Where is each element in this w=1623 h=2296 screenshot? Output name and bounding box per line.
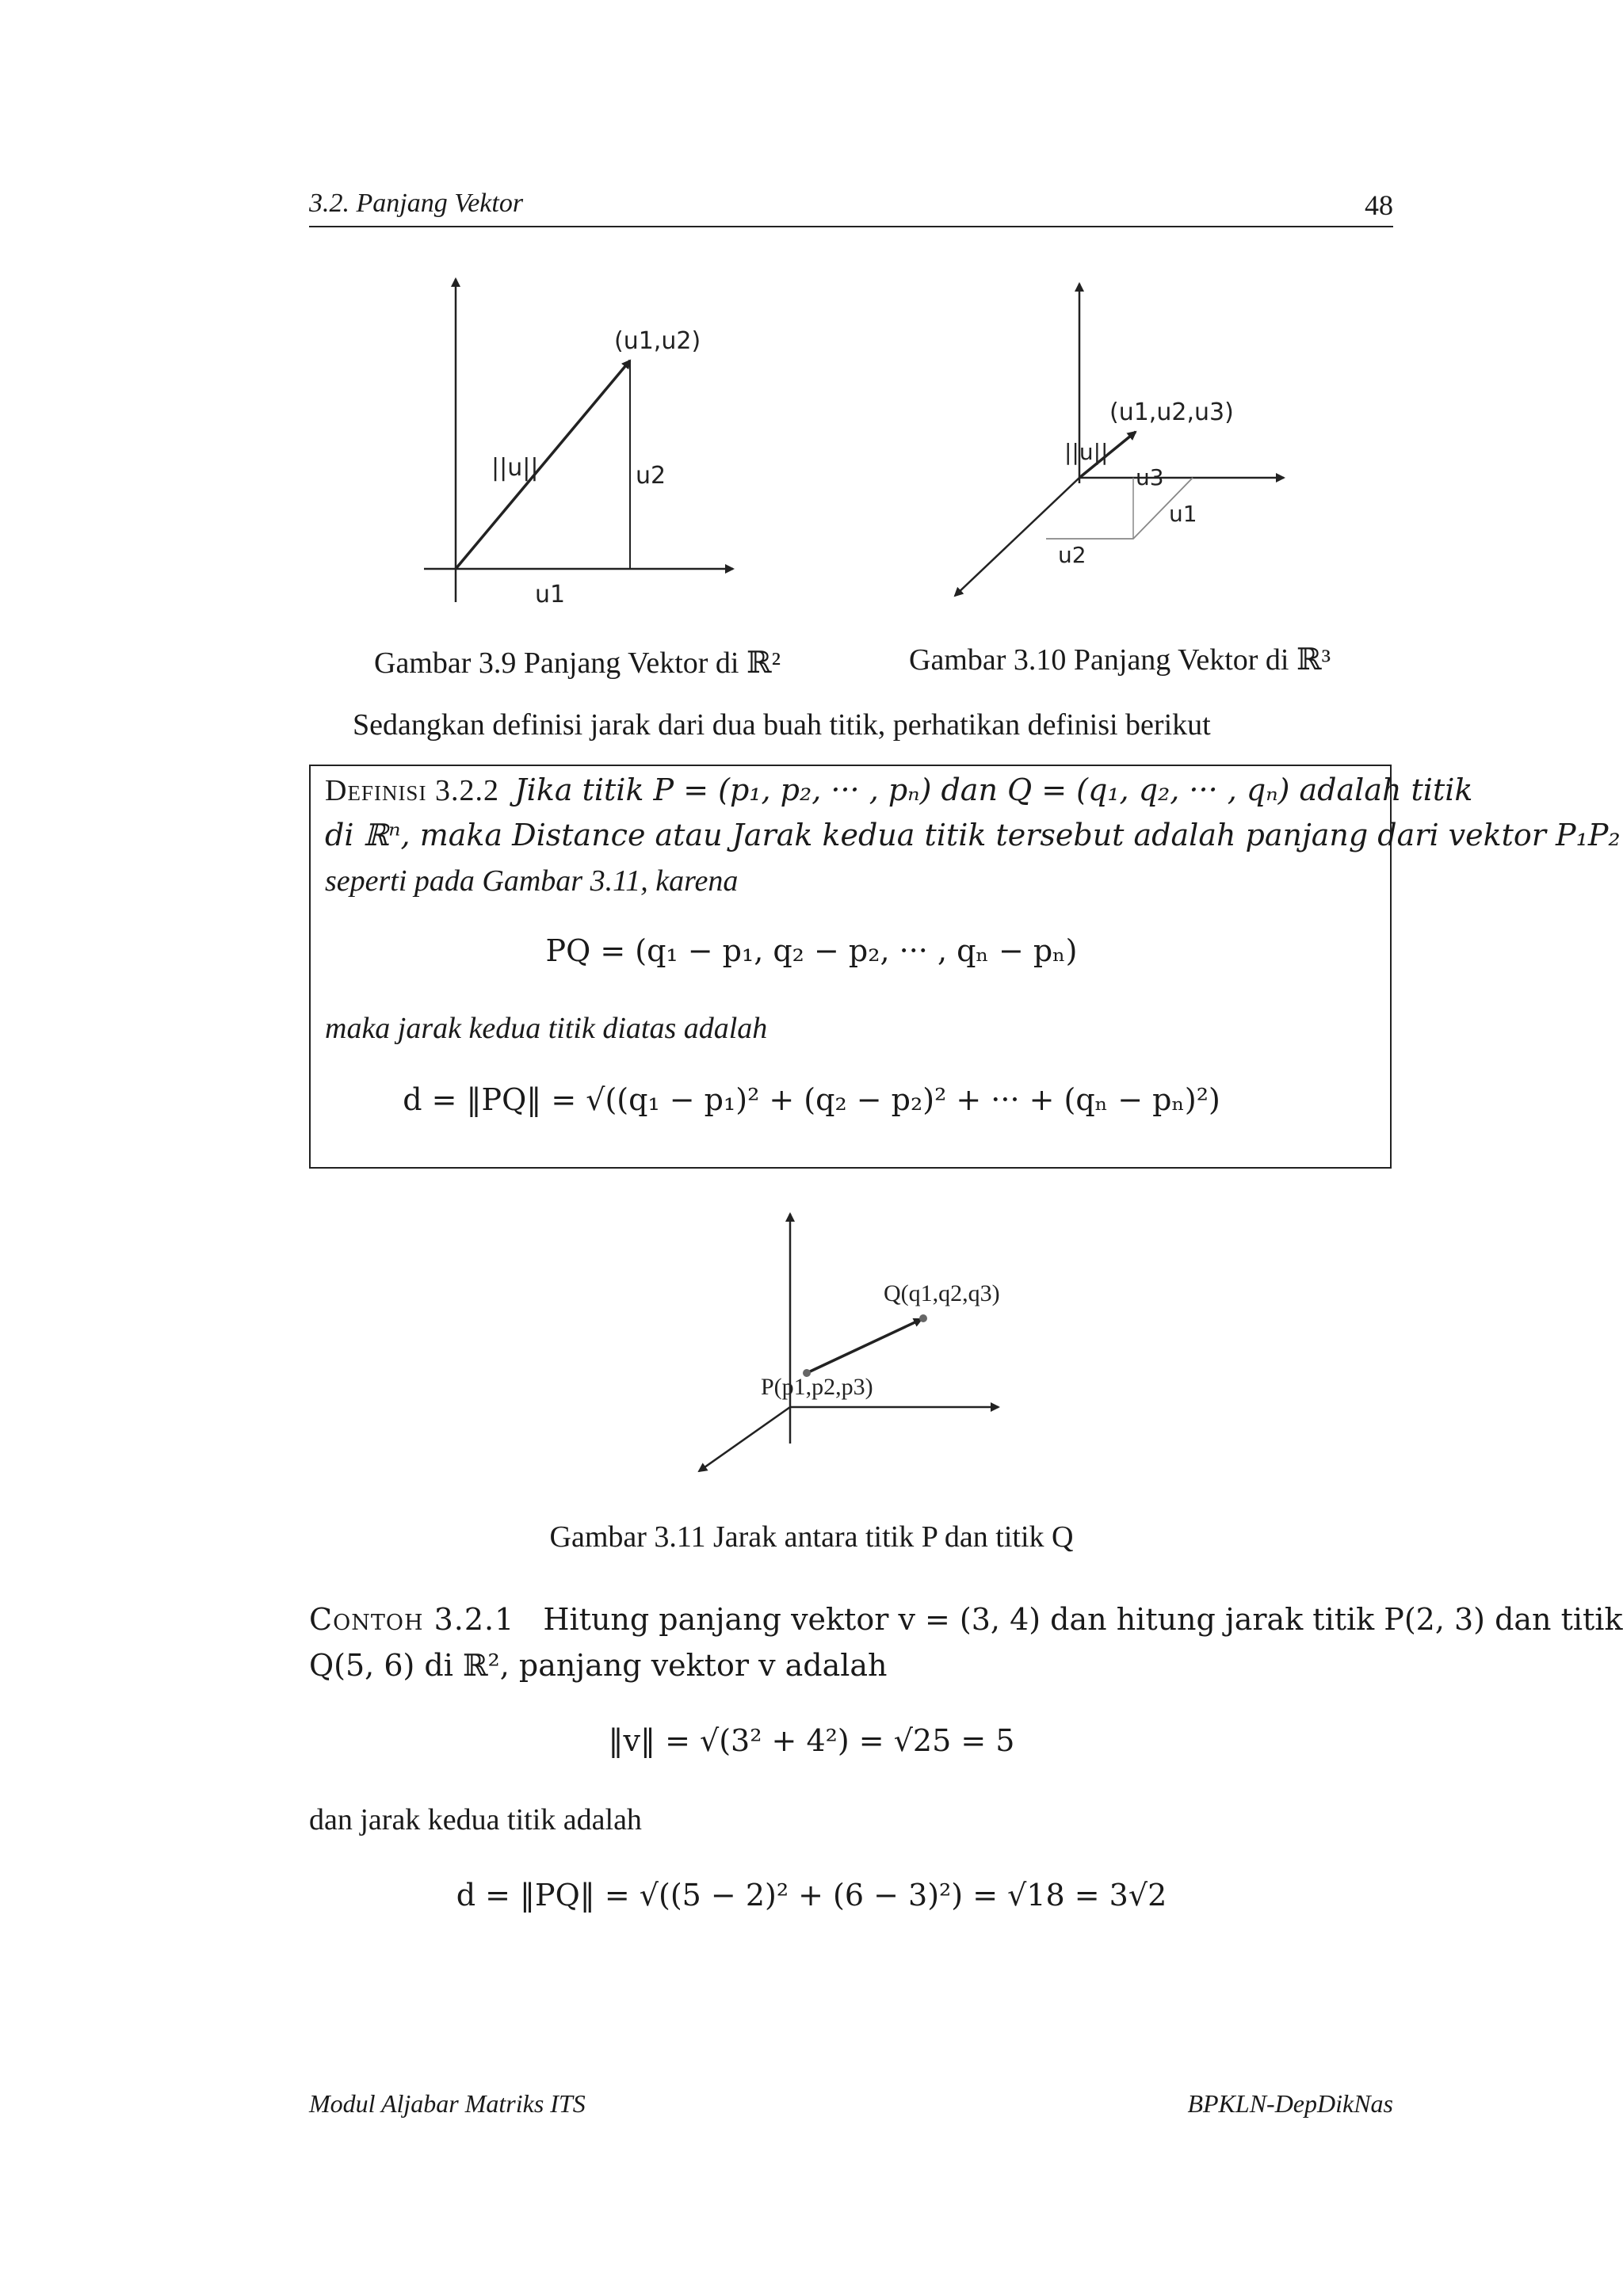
example-equation-2: d = ‖PQ‖ = √((5 − 2)² + (6 − 3)²) = √18 = 3√2 [456,1878,1167,1913]
footer-left: Modul Aljabar Matriks ITS [309,2089,586,2118]
y-axis [955,478,1079,596]
point-q [919,1314,927,1322]
vector-u [456,360,630,569]
u2-label: u2 [1058,542,1086,568]
y-axis [699,1407,790,1471]
point-label: (u1,u2) [614,327,701,355]
example-line-3: dan jarak kedua titik adalah [309,1803,642,1836]
norm-label: ||u|| [1064,439,1109,465]
q-label: Q(q1,q2,q3) [884,1280,1000,1306]
definition-equation-1: PQ = (q₁ − p₁, q₂ − p₂, ··· , qₙ − pₙ) [545,933,1078,968]
example-line-1 [309,1602,1623,1637]
definition-line-4: maka jarak kedua titik diatas adalah [325,1012,768,1045]
example-text-1: Hitung panjang vektor v = (3, 4) dan hitung jarak titik P(2, 3) dan titik [543,1602,1623,1637]
u3-label: u3 [1136,464,1164,490]
header-rule [309,226,1393,227]
figure-3-11-diagram [682,1204,1030,1489]
definition-line-3: seperti pada Gambar 3.11, karena [325,864,739,898]
p-label: P(p1,p2,p3) [761,1374,873,1400]
example-equation-1: ‖v‖ = √(3² + 4²) = √25 = 5 [608,1723,1015,1758]
definition-line-2: di ℝⁿ, maka Distance atau Jarak kedua titik tersebut adalah panjang dari vektor P₁P₂ [325,818,1621,852]
running-header-section: 3.2. Panjang Vektor [309,189,524,218]
intro-sentence: Sedangkan definisi jarak dari dua buah titik, perhatikan definisi berikut [353,708,1211,742]
figure-3-10-caption: Gambar 3.10 Panjang Vektor di ℝ³ [909,643,1331,677]
figure-3-10-diagram [947,269,1312,618]
definition-label: Definisi 3.2.2 [325,774,499,807]
page-number: 48 [1365,189,1393,221]
definition-line-1 [325,772,1473,808]
u1-label: u1 [535,581,566,608]
footer-right: BPKLN-DepDikNas [1187,2089,1393,2118]
norm-label: ||u|| [491,454,539,482]
u2-label: u2 [636,462,666,490]
vector-pq [807,1319,922,1373]
figure-3-9-diagram [412,269,769,618]
figure-3-9-caption: Gambar 3.9 Panjang Vektor di ℝ² [374,646,781,680]
figure-3-11-caption: Gambar 3.11 Jarak antara titik P dan titik Q [549,1520,1074,1554]
definition-equation-2: d = ‖PQ‖ = √((q₁ − p₁)² + (q₂ − p₂)² + ··· + (qₙ − pₙ)²) [403,1082,1220,1117]
example-line-2: Q(5, 6) di ℝ², panjang vektor v adalah [309,1648,888,1683]
u1-label: u1 [1169,501,1197,527]
definition-text-1: Jika titik P = (p₁, p₂, ··· , pₙ) dan Q = (q₁, q₂, ··· , qₙ) adalah titik [514,772,1473,807]
example-label: Contoh 3.2.1 [309,1602,515,1637]
point-label: (u1,u2,u3) [1109,399,1234,426]
